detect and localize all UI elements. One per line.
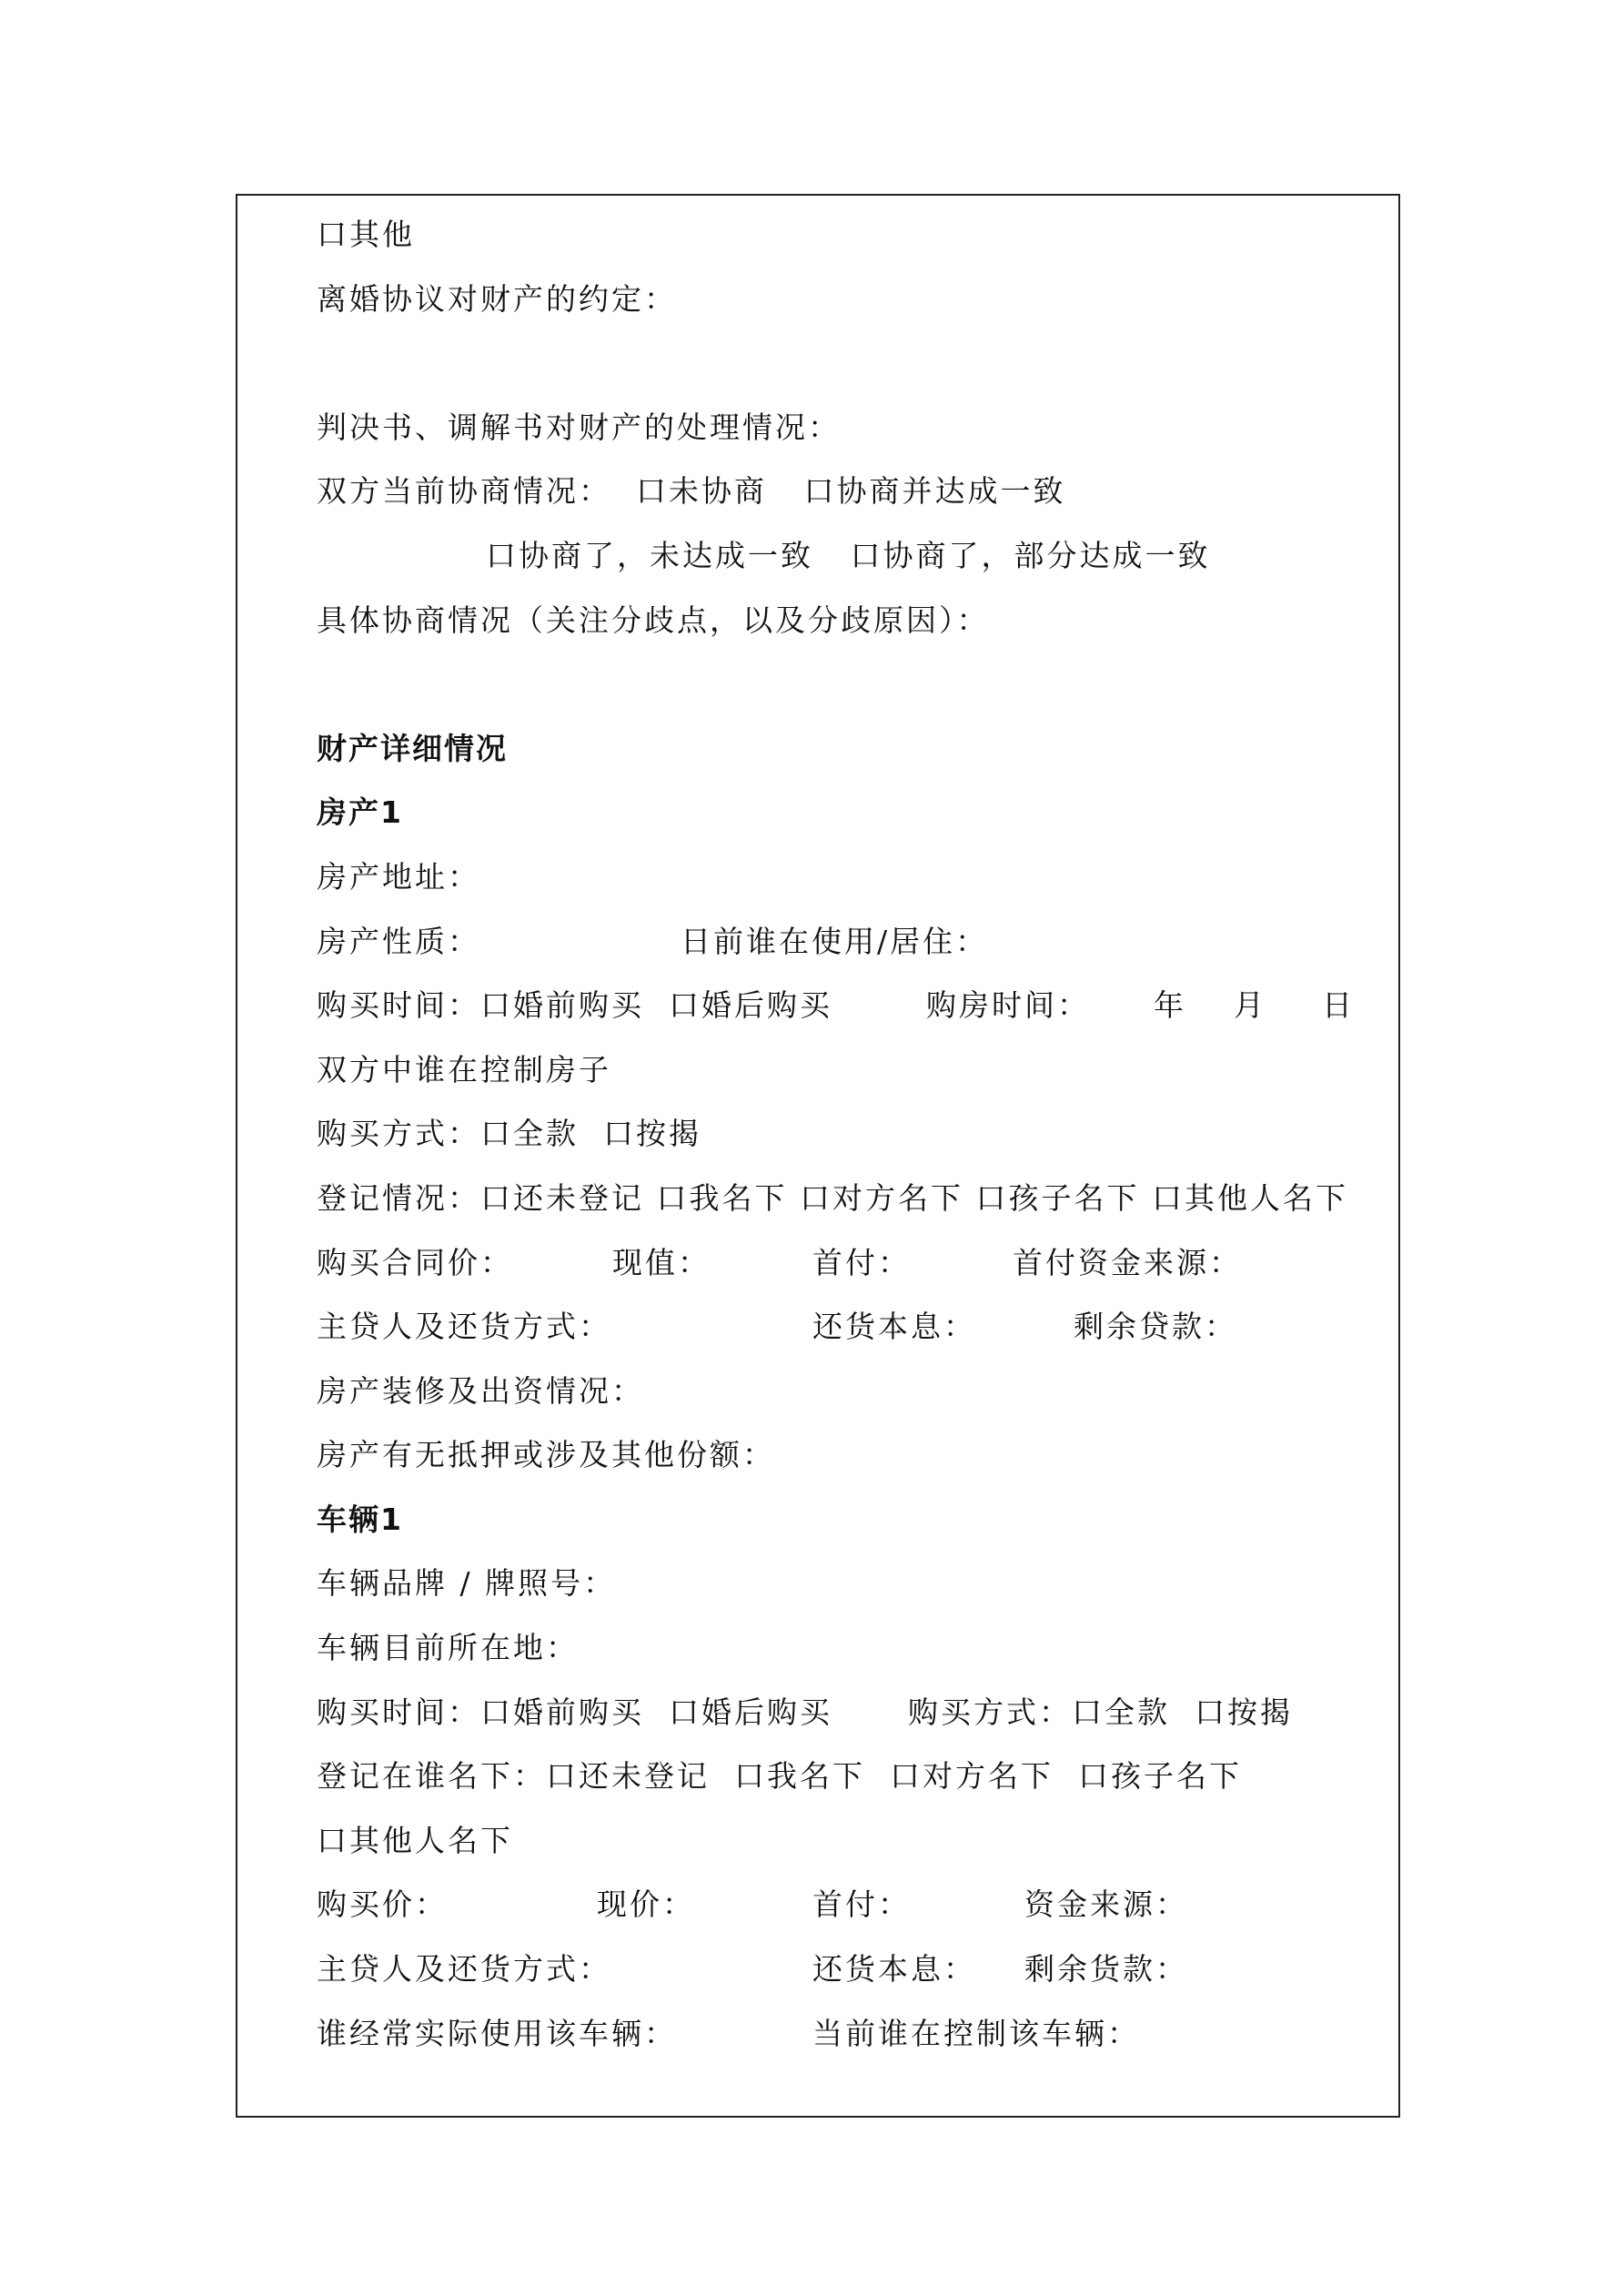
down-payment-source-label: 首付资金来源： bbox=[1013, 1244, 1242, 1280]
form-content bbox=[317, 203, 1390, 2066]
house-registration-options: 登记情况：口还未登记 口我名下 口对方名下 口孩子名下 口其他人名下 bbox=[317, 1179, 1348, 1216]
house-address-label: 房产地址： bbox=[317, 858, 480, 895]
vehicle-loan-row bbox=[317, 1937, 1390, 2002]
day-label: 日 bbox=[1322, 987, 1355, 1024]
down-payment-label: 首付： bbox=[812, 1244, 911, 1280]
vehicle-usage-row bbox=[317, 2002, 1390, 2067]
judgment-property-label: 判决书、调解书对财产的处理情况： bbox=[317, 409, 841, 445]
renovation-funding-label: 房产装修及出资情况： bbox=[317, 1372, 644, 1409]
vehicle-controller-label: 当前谁在控制该车辆： bbox=[812, 2015, 1140, 2051]
current-occupant-label: 日前谁在使用/居住： bbox=[681, 923, 989, 959]
option-other: 口其他 bbox=[317, 217, 415, 252]
property-details-heading: 财产详细情况 bbox=[317, 730, 508, 766]
purchase-time-options: 购买时间：口婚前购买 口婚后购买 bbox=[317, 987, 832, 1024]
vehicle-purchase-row bbox=[317, 1681, 1390, 1745]
negotiation-status-options: 口协商了，未达成一致 口协商了，部分达成一致 bbox=[486, 537, 1211, 573]
vehicle-fund-source-label: 资金来源： bbox=[1024, 1886, 1188, 1923]
blank-line bbox=[317, 331, 1390, 396]
borrower-repayment-label: 主贷人及还货方式： bbox=[317, 1309, 611, 1345]
blank-line bbox=[317, 652, 1390, 717]
vehicle-price-row bbox=[317, 1873, 1390, 1937]
vehicle-repayment-label: 还货本息： bbox=[812, 1951, 976, 1988]
current-value-label: 现值： bbox=[612, 1244, 711, 1280]
house-nature-label: 房产性质： bbox=[317, 923, 480, 959]
vehicle-registration-other: 口其他人名下 bbox=[317, 1822, 513, 1858]
vehicle-1-heading: 车辆1 bbox=[317, 1501, 403, 1537]
negotiation-details-label: 具体协商情况（关注分歧点，以及分歧原因）： bbox=[317, 602, 990, 638]
vehicle-registration-options: 登记在谁名下：口还未登记 口我名下 口对方名下 口孩子名下 bbox=[317, 1758, 1242, 1795]
house-1-heading: 房产1 bbox=[317, 794, 403, 831]
contract-price-label: 购买合同价： bbox=[317, 1244, 513, 1280]
purchase-time-row bbox=[317, 974, 1390, 1038]
vehicle-payment-method: 购买方式：口全款 口按揭 bbox=[908, 1694, 1293, 1730]
negotiation-status-line: 双方当前协商情况： 口未协商 口协商并达成一致 bbox=[317, 473, 1066, 510]
house-nature-row bbox=[317, 910, 1390, 975]
house-control-label: 双方中谁在控制房子 bbox=[317, 1051, 611, 1087]
vehicle-down-payment-label: 首付： bbox=[812, 1886, 911, 1923]
mortgage-shares-label: 房产有无抵押或涉及其他份额： bbox=[317, 1437, 775, 1473]
vehicle-remaining-loan-label: 剩余货款： bbox=[1024, 1951, 1188, 1988]
vehicle-purchase-price-label: 购买价： bbox=[317, 1886, 448, 1923]
vehicle-user-label: 谁经常实际使用该车辆： bbox=[317, 2015, 677, 2051]
vehicle-current-price-label: 现价： bbox=[597, 1886, 695, 1923]
vehicle-borrower-repayment-label: 主贷人及还货方式： bbox=[317, 1951, 611, 1988]
house-price-row bbox=[317, 1231, 1390, 1296]
vehicle-location-label: 车辆目前所在地： bbox=[317, 1630, 579, 1666]
house-loan-row bbox=[317, 1295, 1390, 1360]
vehicle-brand-plate-label: 车辆品牌 / 牌照号： bbox=[317, 1565, 617, 1602]
remaining-loan-label: 剩余贷款： bbox=[1074, 1309, 1237, 1345]
repayment-principal-interest-label: 还货本息： bbox=[812, 1309, 976, 1345]
purchase-date-label: 购房时间： bbox=[926, 987, 1090, 1024]
house-payment-method: 购买方式：口全款 口按揭 bbox=[317, 1116, 701, 1152]
vehicle-purchase-time-options: 购买时间：口婚前购买 口婚后购买 bbox=[317, 1694, 832, 1730]
year-label: 年 bbox=[1154, 987, 1186, 1024]
divorce-agreement-property-label: 离婚协议对财产的约定： bbox=[317, 280, 677, 317]
month-label: 月 bbox=[1234, 987, 1266, 1024]
